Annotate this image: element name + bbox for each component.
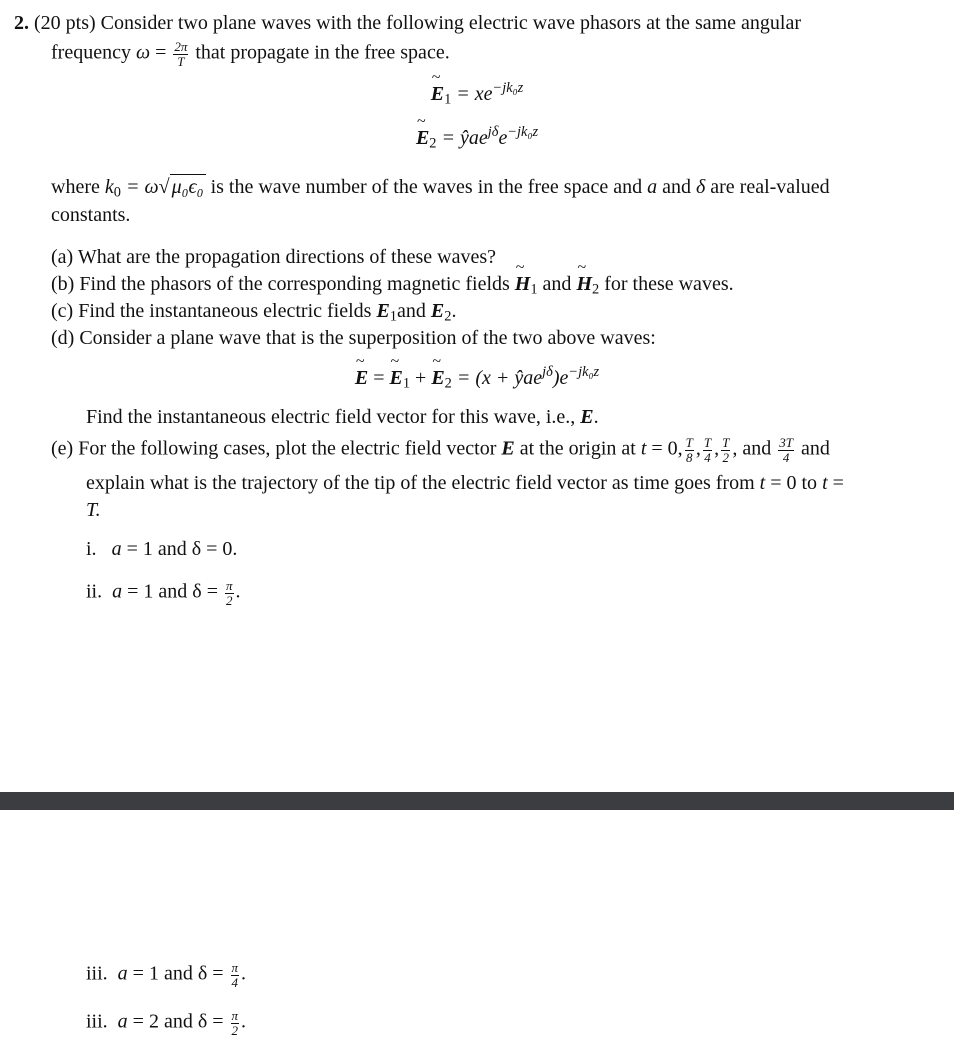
- part-e-line2: explain what is the trajectory of the tip of the electric field vector as time goes from t = 0 to t =: [86, 472, 844, 494]
- part-d: (d) Consider a plane wave that is the superposition of the two above waves:: [51, 327, 656, 349]
- problem-header: [14, 11, 801, 36]
- case-ii: ii. a = 1 and δ = $\frac{\pi}{2}$ .: [86, 578, 241, 608]
- problem-number: 2.: [14, 12, 29, 34]
- omega-fraction: $\frac{2\pi}{T}$: [174, 39, 188, 69]
- where-line: where $k_0 = \omega√$ μ₀ϵ₀ is the wave number of the waves in the free space and a and δ are real-valued: [51, 176, 830, 201]
- page-divider: [0, 792, 954, 810]
- equation-superposition: ~ E = ~ $E_1$ + ~ $E_2 = (x$ + $ŷae^{j\delta})e^{-jk_0z}$: [0, 366, 954, 391]
- part-e-line3: T.: [86, 499, 101, 521]
- equation-e2: ~ $E_2$ = $ŷae^{j\delta}e^{-jk_0z}$: [0, 126, 954, 151]
- case-iii-second: iii. a = 2 and δ = $\frac{\pi}{2}$ .: [86, 1008, 247, 1038]
- case-iii-first: iii. a = 1 and δ = $\frac{\pi}{4}$ .: [86, 960, 247, 990]
- case-i: i. a = 1 and δ = 0.: [86, 538, 238, 560]
- part-a: (a) What are the propagation directions of these waves?: [51, 246, 496, 268]
- where-line2: constants.: [51, 204, 131, 226]
- part-c: (c) Find the instantaneous electric fields $E_1and$ $E_2$.: [51, 300, 457, 325]
- part-e-line1: (e) For the following cases, plot the electric field vector E at the origin at t = 0, $\frac{T}{8}$ , $\frac{T}{4}$ , $\frac{T}{2}$ , and $\frac{3T}{4}$ and: [51, 435, 830, 465]
- part-d-find: Find the instantaneous electric field vector for this wave, i.e., E.: [86, 406, 599, 428]
- problem-intro-line1: (20 pts) Consider two plane waves with the following electric wave phasors at the same angular: [34, 12, 802, 34]
- equation-e1: ~ $E_1 = xe^{-jk_0z}$: [0, 82, 954, 107]
- problem-intro-line2: frequency ω = $\frac{2\pi}{T}$ that propagate in the free space.: [51, 39, 450, 69]
- sqrt-symbol: √ μ₀ϵ₀: [158, 176, 204, 198]
- part-b: (b) Find the phasors of the corresponding magnetic fields ~ $H_1$ and ~ $H_2$ for these waves.: [51, 272, 734, 297]
